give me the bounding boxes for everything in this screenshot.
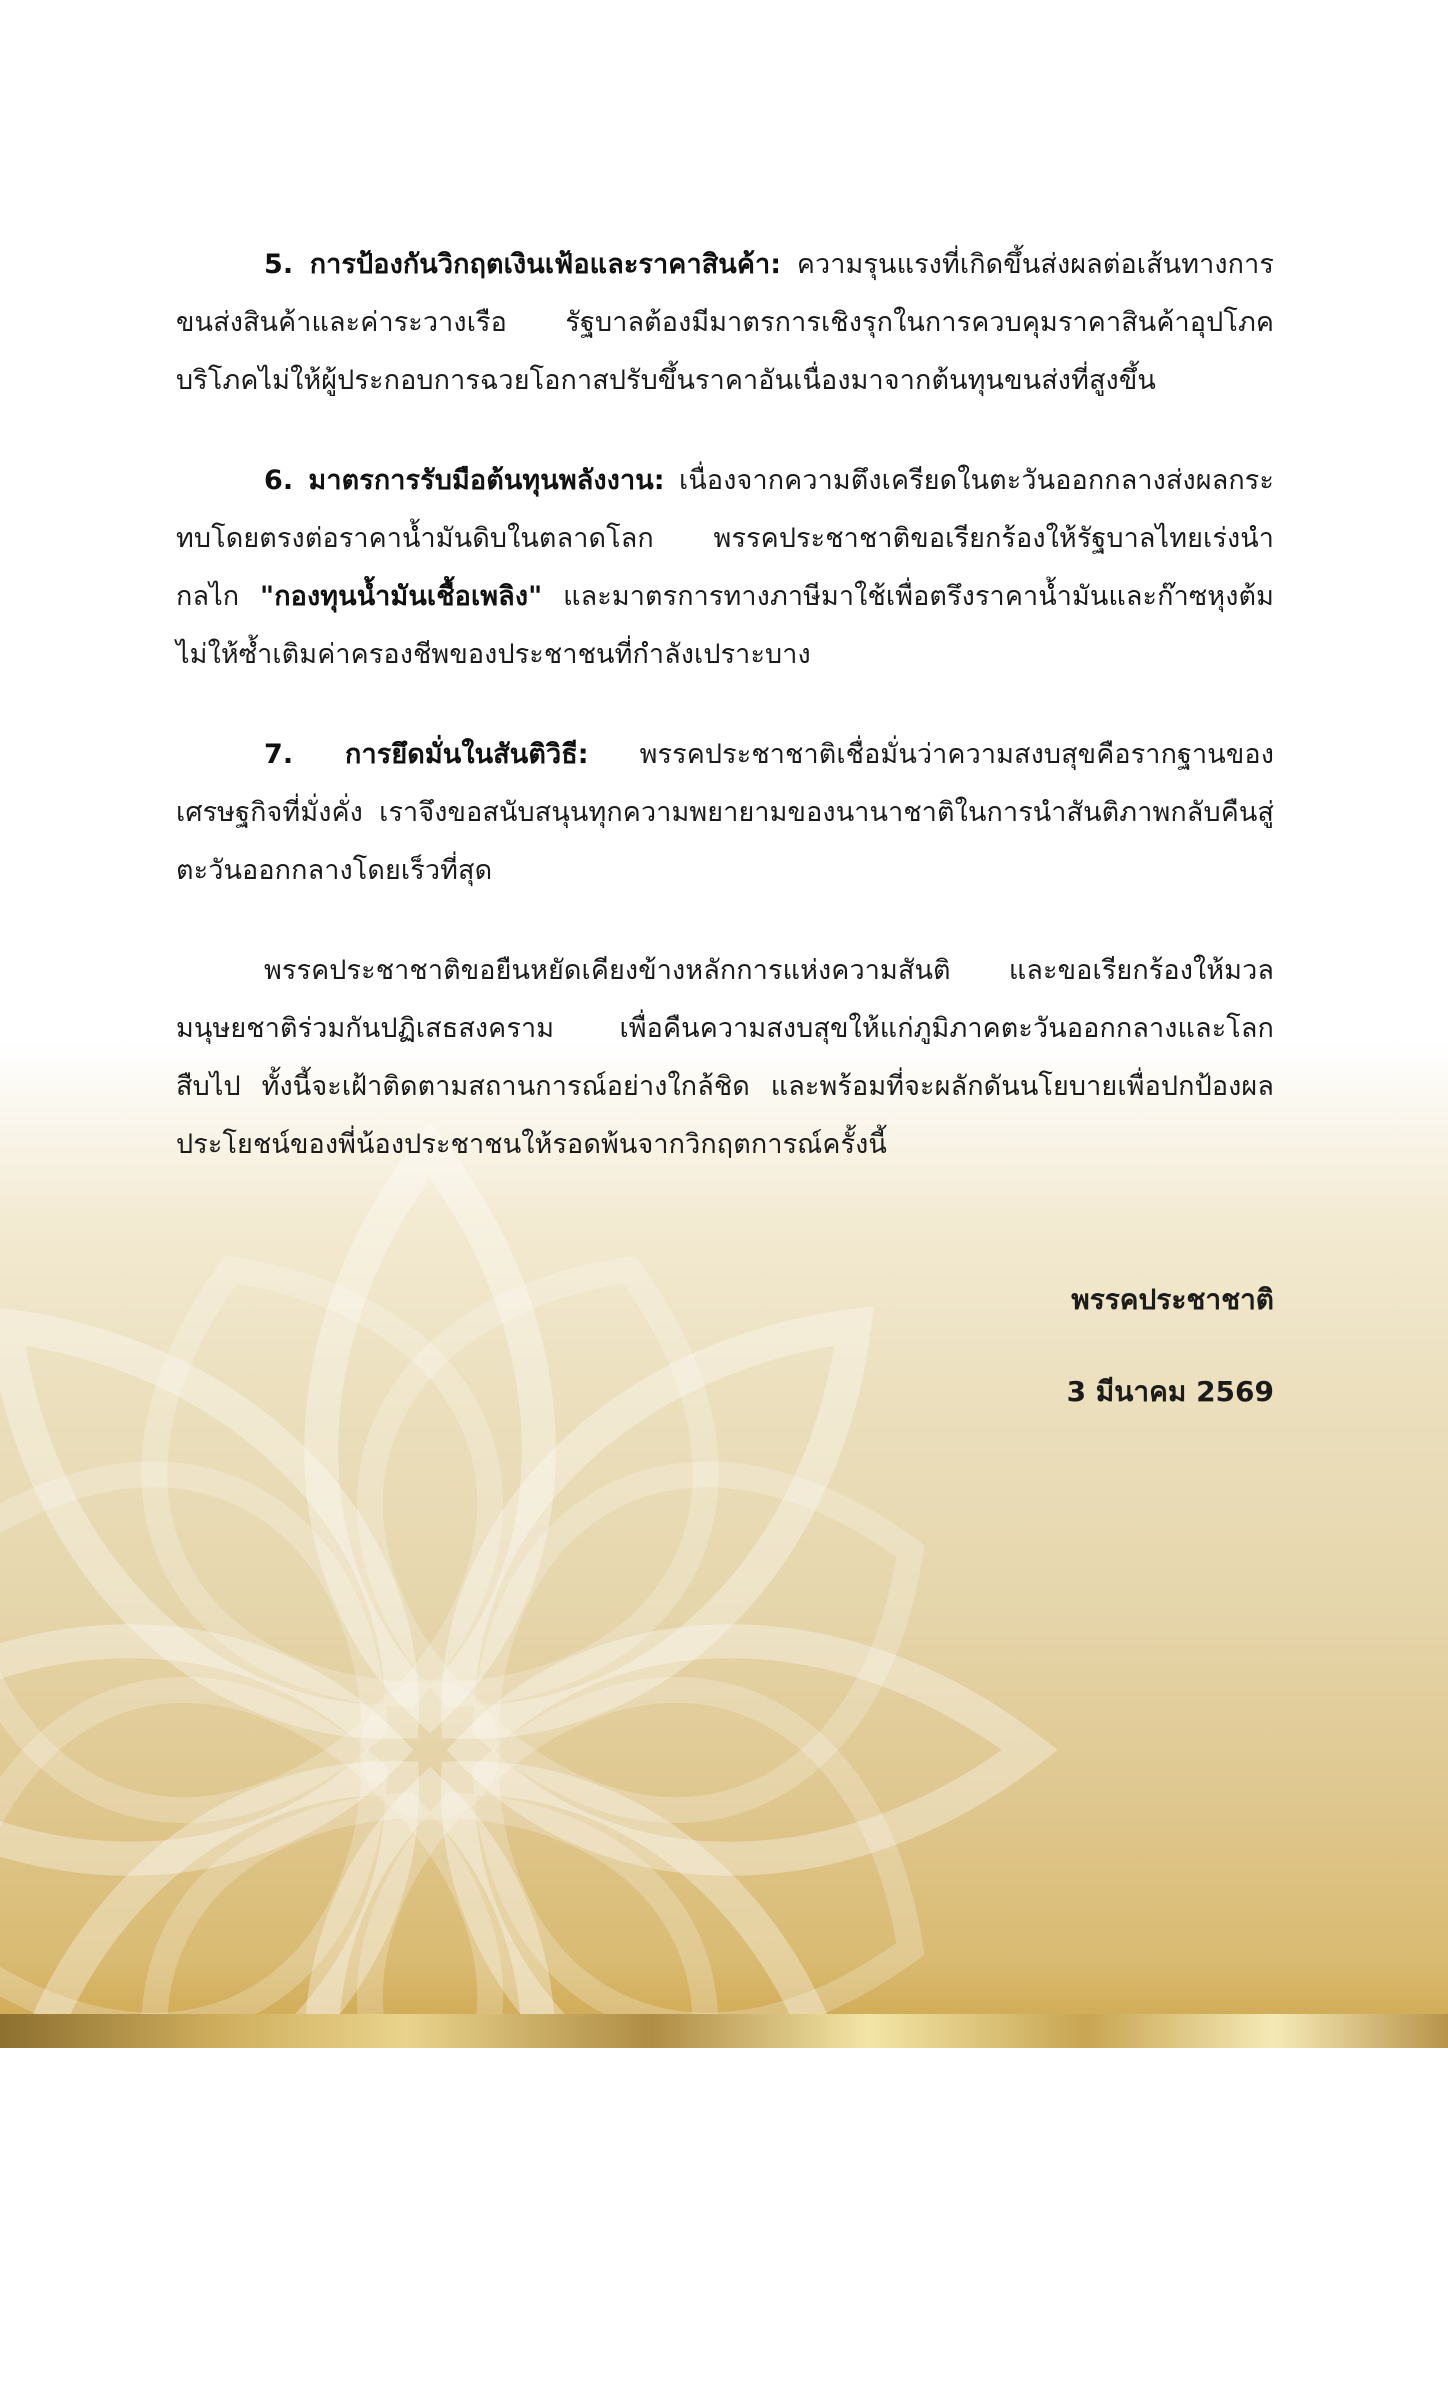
text-energy-cost-before: เนื่องจากความตึงเครียดในตะวันออกกลางส่งผลกระทบโดยตรงต่อราคาน้ำมันดิบในตลาดโลก พรรคประชาชาติขอเรียกร้องให้รัฐบาลไทยเร่งนำกลไก bbox=[176, 465, 1274, 612]
paragraph-peaceful-means bbox=[176, 726, 1274, 900]
heading-peaceful-means: 7. การยึดมั่นในสันติวิธี: bbox=[264, 739, 589, 770]
text-energy-cost-after: และมาตรการทางภาษีมาใช้เพื่อตรึงราคาน้ำมันและก๊าซหุงต้มไม่ให้ซ้ำเติมค่าครองชีพของประชาชนที่กำลังเปราะบาง bbox=[176, 581, 1275, 670]
signature-date: 3 มีนาคม 2569 bbox=[1066, 1375, 1274, 1408]
statement-body bbox=[176, 236, 1274, 1216]
paragraph-inflation-prevention bbox=[176, 236, 1274, 410]
heading-inflation-prevention: 5. การป้องกันวิกฤตเงินเฟ้อและราคาสินค้า: bbox=[264, 249, 782, 280]
text-inflation-prevention: ความรุนแรงที่เกิดขึ้นส่งผลต่อเส้นทางการขนส่งสินค้าและค่าระวางเรือ รัฐบาลต้องมีมาตรการเชิงรุกในการควบคุมราคาสินค้าอุปโภคบริโภคไม่ให้ผู้ประกอบการฉวยโอกาสปรับขึ้นราคาอันเนื่องมาจากต้นทุนขนส่งที่สูงขึ้น bbox=[176, 249, 1274, 396]
gold-footer-band bbox=[0, 2014, 1448, 2048]
emphasis-oil-fund: "กองทุนน้ำมันเชื้อเพลิง" bbox=[260, 581, 543, 612]
signature-organization: พรรคประชาชาติ bbox=[1071, 1283, 1274, 1316]
paragraph-closing bbox=[176, 942, 1274, 1174]
text-peaceful-means: พรรคประชาชาติเชื่อมั่นว่าความสงบสุขคือรากฐานของเศรษฐกิจที่มั่งคั่ง เราจึงขอสนับสนุนทุกความพยายามของนานาชาติในการนำสันติภาพกลับคืนสู่ตะวันออกกลางโดยเร็วที่สุด bbox=[176, 739, 1274, 886]
lotus-watermark-icon bbox=[0, 1100, 1080, 2400]
signature-block bbox=[1067, 1280, 1274, 1412]
text-closing: พรรคประชาชาติขอยืนหยัดเคียงข้างหลักการแห่งความสันติ และขอเรียกร้องให้มวลมนุษยชาติร่วมกันปฏิเสธสงคราม เพื่อคืนความสงบสุขให้แก่ภูมิภาคตะวันออกกลางและโลกสืบไป ทั้งนี้จะเฝ้าติดตามสถานการณ์อย่างใกล้ชิด และพร้อมที่จะผลักดันนโยบายเพื่อปกป้องผลประโยชน์ของพี่น้องประชาชนให้รอดพ้นจากวิกฤตการณ์ครั้งนี้ bbox=[176, 955, 1274, 1160]
heading-energy-cost: 6. มาตรการรับมือต้นทุนพลังงาน: bbox=[264, 465, 665, 496]
paragraph-energy-cost bbox=[176, 452, 1274, 684]
